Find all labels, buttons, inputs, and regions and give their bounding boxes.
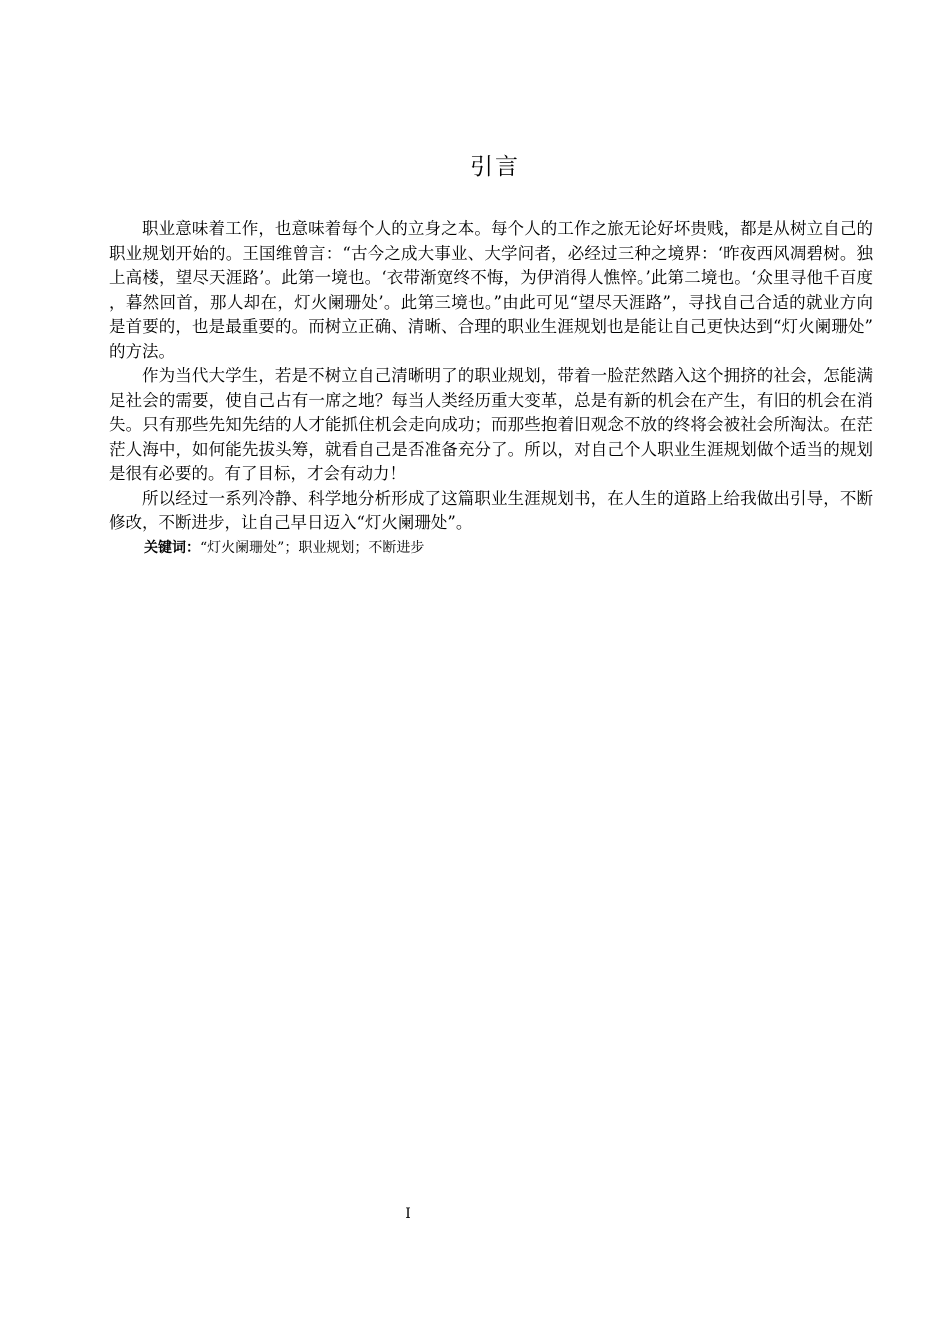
page-number: I — [405, 1206, 411, 1222]
keywords-line — [109, 536, 873, 560]
paragraph-3: 所以经过一系列冷静、科学地分析形成了这篇职业生涯规划书，在人生的道路上给我做出引导，不断修改，不断进步，让自己早日迈入“灯火阑珊处”。 — [109, 488, 873, 532]
body-text — [109, 217, 873, 560]
keywords-label: 关键词： — [144, 539, 200, 556]
paragraph-2: 作为当代大学生，若是不树立自己清晰明了的职业规划，带着一脸茫然踏入这个拥挤的社会，怎能满足社会的需要，使自己占有一席之地？每当人类经历重大变革，总是有新的机会在产生，有旧的机会在消失。只有那些先知先结的人才能抓住机会走向成功；而那些抱着旧观念不放的终将会被社会所淘汰。在茫茫人海中，如何能先拔头筹，就看自己是否准备充分了。所以，对自己个人职业生涯规划做个适当的规划是很有必要的。有了目标，才会有动力！ — [109, 366, 873, 483]
paragraph-1: 职业意味着工作，也意味着每个人的立身之本。每个人的工作之旅无论好坏贵贱，都是从树立自己的职业规划开始的。王国维曾言：“古今之成大事业、大学问者，必经过三种之境界：‘昨夜西风凋碧树。独上高楼，望尽天涯路’。此第一境也。‘衣带渐宽终不悔，为伊消得人憔悴。’此第二境也。‘众里寻他千百度，暮然回首，那人却在，灯火阑珊处’。此第三境也。”由此可见“望尽天涯路”，寻找自己合适的就业方向是首要的，也是最重要的。而树立正确、清晰、合理的职业生涯规划也是能让自己更快达到“灯火阑珊处”的方法。 — [109, 219, 873, 361]
page-title: 引言 — [470, 154, 520, 180]
keywords-text: “灯火阑珊处”；职业规划；不断进步 — [200, 539, 425, 556]
